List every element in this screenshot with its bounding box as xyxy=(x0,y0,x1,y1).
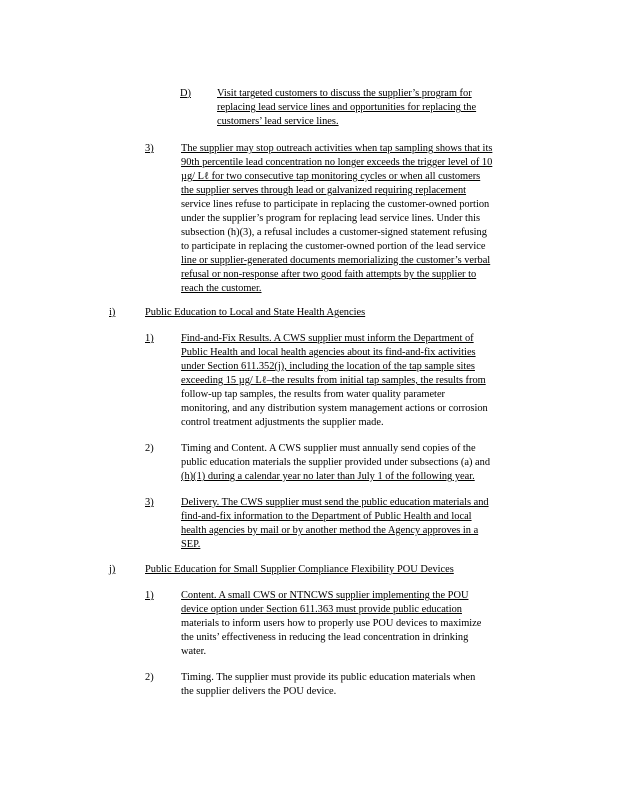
section-i-item-2-line-3: (h)(1) during a calendar year no later than July 1 of the following year. xyxy=(181,471,475,482)
item-d-label: D) xyxy=(180,88,191,99)
section-j-item-1-line-4: the units’ effectiveness in reducing the lead concentration in drinking xyxy=(181,632,469,643)
section-i-item-1-line-3: under Section 611.352(j), including the location of the tap sample sites xyxy=(181,361,475,372)
section-i-item-3-label: 3) xyxy=(145,497,154,508)
section-j-item-2-label: 2) xyxy=(145,672,154,683)
section-i-item-1-label: 1) xyxy=(145,333,154,344)
section-i-item-1-line-4: exceeding 15 µg/ Lℓ–the results from initial tap samples, the results from xyxy=(181,375,486,386)
item-3-line-8: to participate in replacing the customer-owned portion of the lead service xyxy=(181,241,486,252)
section-i-heading: Public Education to Local and State Health Agencies xyxy=(145,307,366,318)
section-i-item-1-line-5: follow-up tap samples, the results from water quality parameter xyxy=(181,389,446,400)
section-j-item-2-line-2: the supplier delivers the POU device. xyxy=(181,686,337,697)
item-d-line-1: Visit targeted customers to discuss the supplier’s program for xyxy=(217,88,472,99)
item-3-line-4: the supplier serves through lead or galvanized requiring replacement xyxy=(181,185,467,196)
item-3-line-9: line or supplier-generated documents memorializing the customer’s verbal xyxy=(181,255,491,266)
item-d-line-2: replacing lead service lines and opportunities for replacing the xyxy=(217,102,477,113)
item-3-line-7: subsection (h)(3), a refusal includes a customer-signed statement refusing xyxy=(181,227,487,238)
section-i-label: i) xyxy=(109,307,116,318)
section-i-item-1-line-2: Public Health and local health agencies about its find-and-fix activities xyxy=(181,347,476,358)
section-j-item-1-line-1: Content. A small CWS or NTNCWS supplier implementing the POU xyxy=(181,590,469,601)
section-i-item-3-line-2: find-and-fix information to the Department of Public Health and local xyxy=(181,511,472,522)
item-3-line-1: The supplier may stop outreach activities when tap sampling shows that its xyxy=(181,143,493,154)
section-i-item-2-line-1: Timing and Content. A CWS supplier must annually send copies of the xyxy=(181,443,476,454)
section-j-item-1-label: 1) xyxy=(145,590,154,601)
item-3-line-3: µg/ Lℓ for two consecutive tap monitoring cycles or when all customers xyxy=(181,171,481,182)
section-j-label: j) xyxy=(109,564,116,575)
section-j-item-2-line-1: Timing. The supplier must provide its public education materials when xyxy=(181,672,476,683)
section-j-item-1-line-5: water. xyxy=(181,646,207,657)
item-3-line-6: under the supplier’s program for replacing lead service lines. Under this xyxy=(181,213,481,224)
item-3-line-5: service lines refuse to participate in replacing the customer-owned portion xyxy=(181,199,490,210)
item-3-line-2: 90th percentile lead concentration no longer exceeds the trigger level of 10 xyxy=(181,157,493,168)
section-i-item-1-line-1: Find-and-Fix Results. A CWS supplier must inform the Department of xyxy=(181,333,474,344)
item-3-line-10: refusal or non-response after two good faith attempts by the supplier to xyxy=(181,269,477,280)
section-i-item-2-line-2: public education materials the supplier provided under subsections (a) and xyxy=(181,457,491,468)
section-i-item-1-line-7: control treatment adjustments the supplier made. xyxy=(181,417,384,428)
section-i-item-2-label: 2) xyxy=(145,443,154,454)
section-i-item-3-line-3: health agencies by mail or by another method the Agency approves in a xyxy=(181,525,479,536)
section-i-item-1-line-6: monitoring, and any distribution system management actions or corrosion xyxy=(181,403,488,414)
item-3-label: 3) xyxy=(145,143,154,154)
section-j-heading: Public Education for Small Supplier Compliance Flexibility POU Devices xyxy=(145,564,454,575)
section-j-item-1-line-3: materials to inform users how to properly use POU devices to maximize xyxy=(181,618,482,629)
section-j-item-1-line-2: device option under Section 611.363 must provide public education xyxy=(181,604,462,615)
section-i-item-3-line-1: Delivery. The CWS supplier must send the public education materials and xyxy=(181,497,489,508)
item-d-line-3: customers’ lead service lines. xyxy=(217,116,339,127)
section-i-item-3-line-4: SEP. xyxy=(181,539,201,550)
item-3-line-11: reach the customer. xyxy=(181,283,262,294)
